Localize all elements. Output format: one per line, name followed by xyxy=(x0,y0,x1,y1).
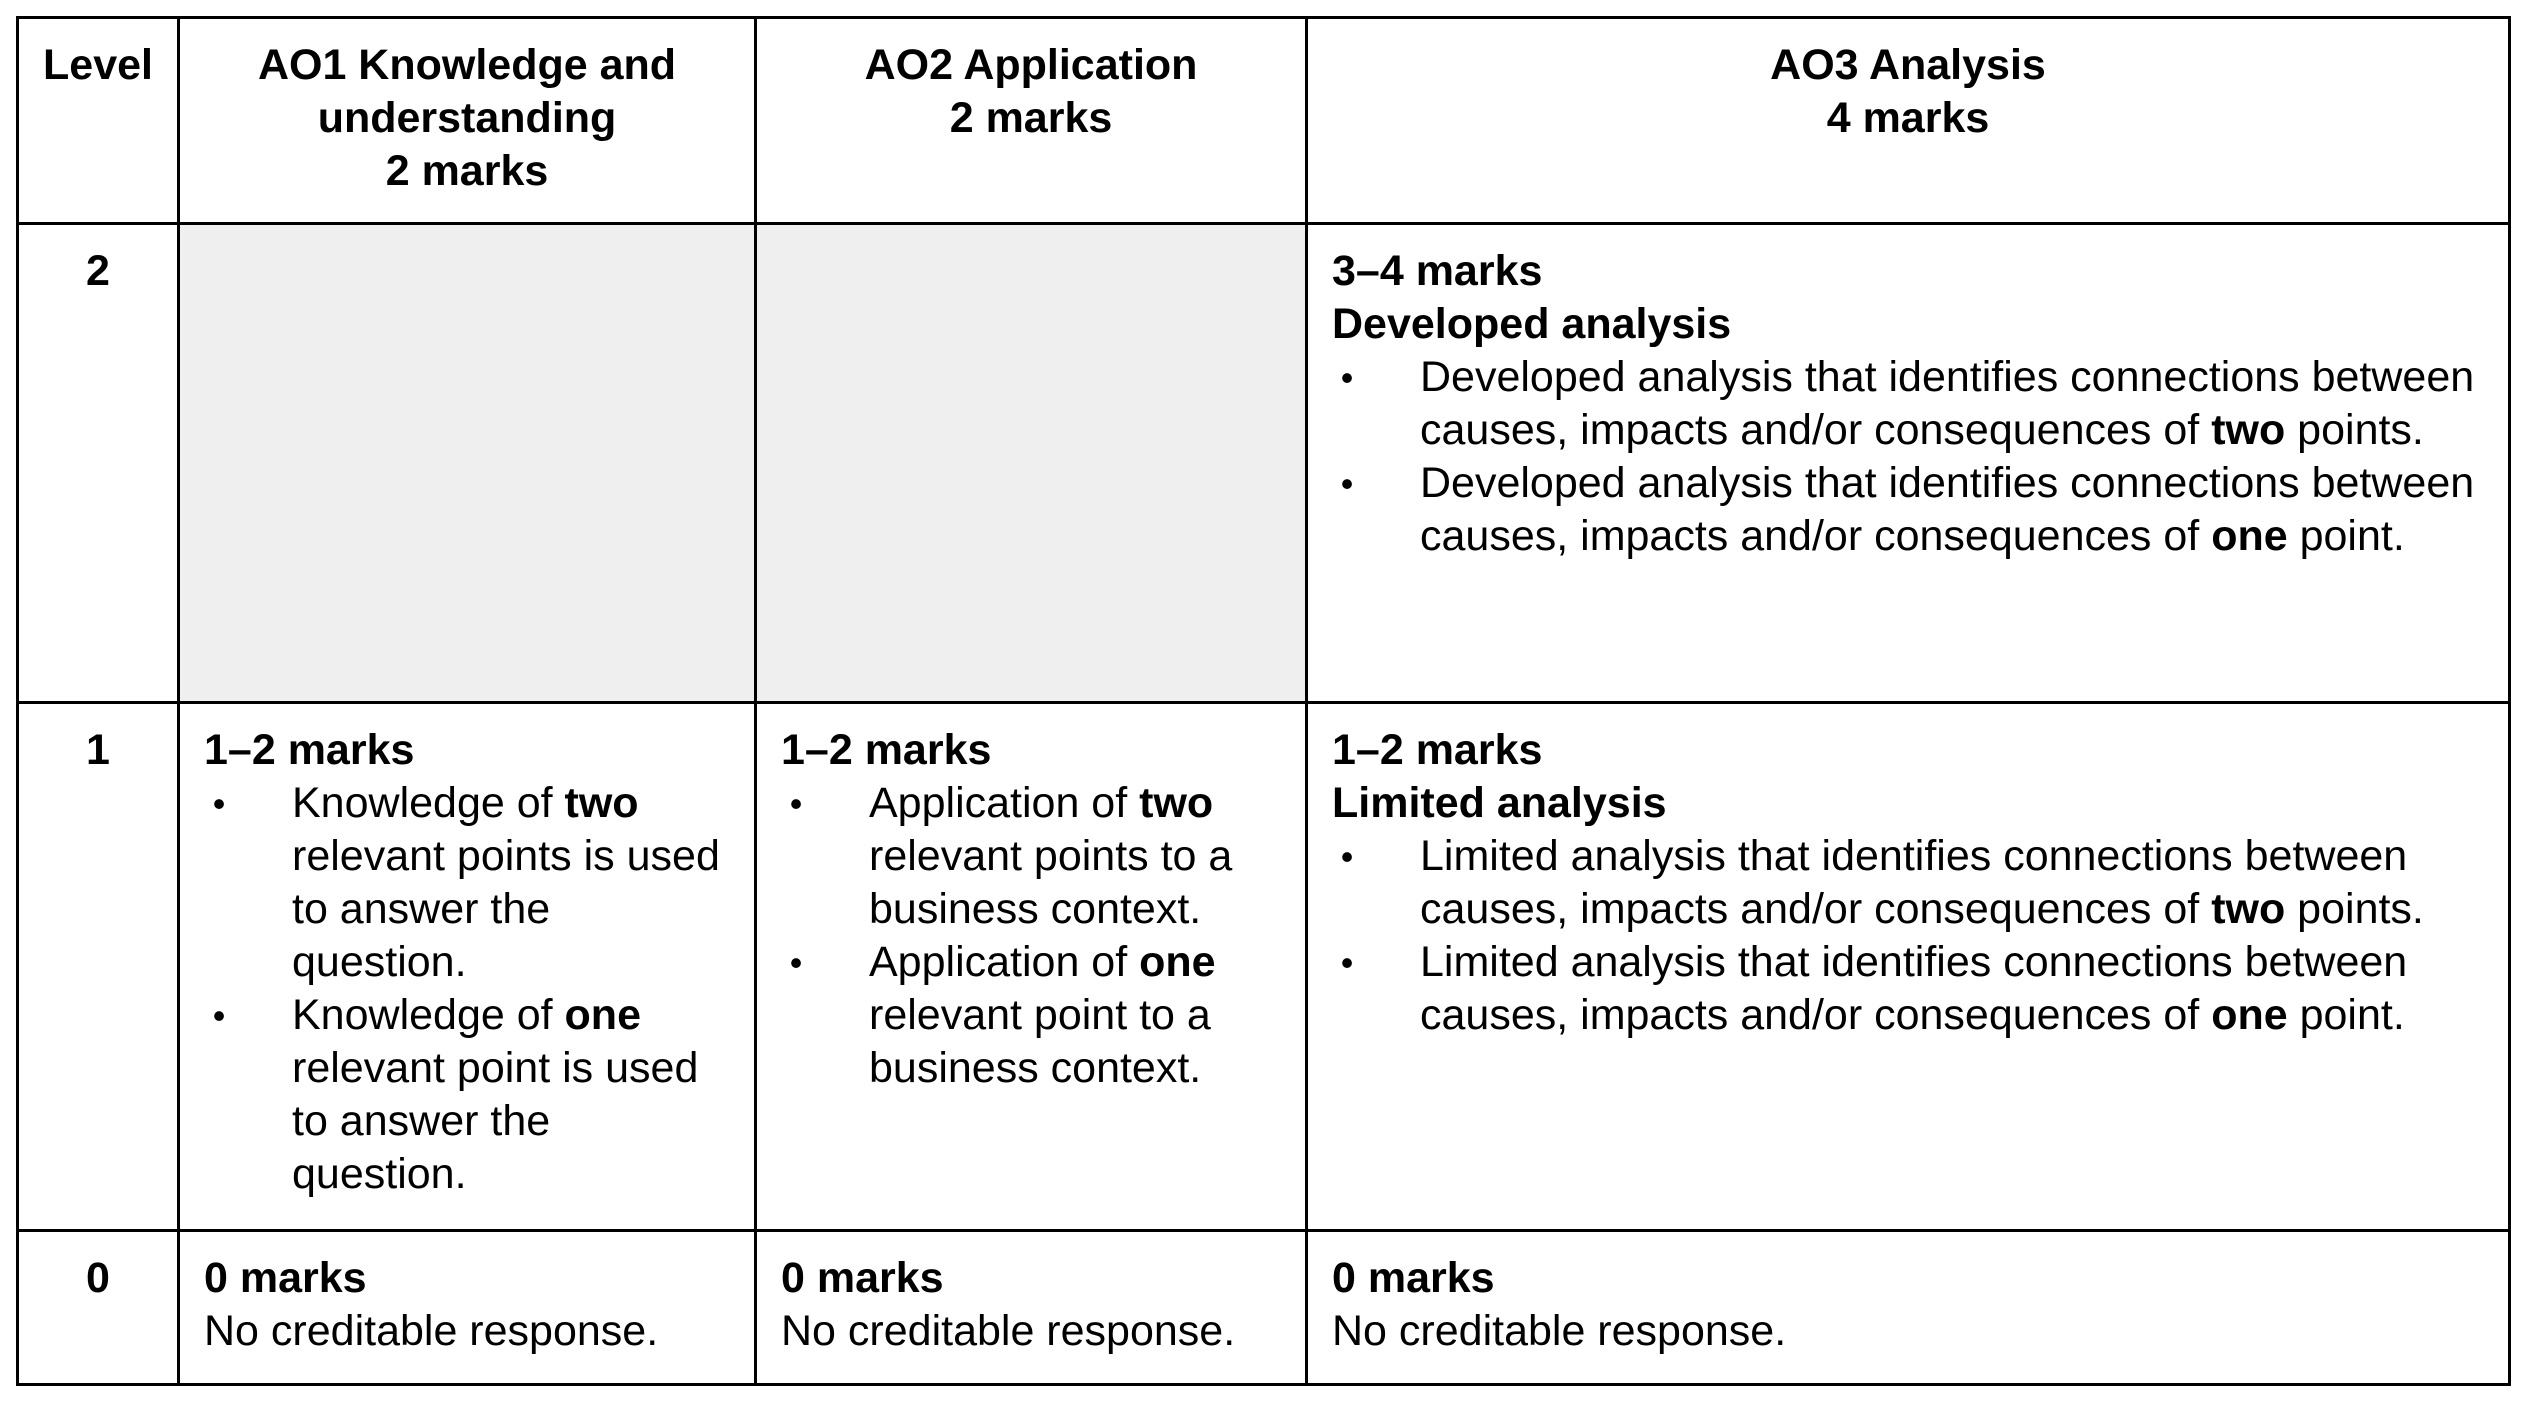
bullet-icon: • xyxy=(212,995,226,1036)
criterion: • Application of two relevant points to a business context. xyxy=(781,777,1283,936)
level-0-ao2-cell xyxy=(756,1231,1307,1385)
level-2-row xyxy=(18,224,2510,703)
bullet-icon: • xyxy=(1340,357,1354,398)
marks-label: 0 marks xyxy=(781,1254,944,1302)
criteria-list xyxy=(1332,351,2486,563)
level-0-row xyxy=(18,1231,2510,1385)
criteria-list xyxy=(1332,830,2486,1042)
mark-scheme xyxy=(16,16,2511,1386)
level-0-ao3-cell xyxy=(1307,1231,2510,1385)
criteria-list xyxy=(781,777,1283,1095)
bullet-icon: • xyxy=(1340,463,1354,504)
band-label: Developed analysis xyxy=(1332,300,1732,348)
descriptor-text: No creditable response. xyxy=(781,1307,1236,1355)
level-1-ao3-cell xyxy=(1307,703,2510,1231)
criteria-list xyxy=(204,777,732,1201)
level-1-ao1-cell xyxy=(179,703,756,1231)
header-ao2: AO2 Application 2 marks xyxy=(756,18,1307,224)
level-1-ao2-cell xyxy=(756,703,1307,1231)
levels-table xyxy=(16,16,2511,1386)
criterion: • Limited analysis that identifies connections between causes, impacts and/or consequences of one point. xyxy=(1332,936,2486,1042)
header-row xyxy=(18,18,2510,224)
level-2-ao2-empty xyxy=(756,224,1307,703)
level-2-ao3-cell xyxy=(1307,224,2510,703)
level-2-ao1-empty xyxy=(179,224,756,703)
criterion: • Developed analysis that identifies connections between causes, impacts and/or consequences of two points. xyxy=(1332,351,2486,457)
bullet-icon: • xyxy=(1340,942,1354,983)
bullet-icon: • xyxy=(789,942,803,983)
descriptor-text: No creditable response. xyxy=(204,1307,659,1355)
bullet-icon: • xyxy=(212,783,226,824)
level-2-number: 2 xyxy=(18,224,179,703)
marks-label: 1–2 marks xyxy=(1332,726,1543,774)
header-ao3: AO3 Analysis 4 marks xyxy=(1307,18,2510,224)
header-ao1: AO1 Knowledge and understanding 2 marks xyxy=(179,18,756,224)
criterion: • Knowledge of one relevant point is used to answer the question. xyxy=(204,989,732,1201)
criterion: • Developed analysis that identifies connections between causes, impacts and/or consequences of one point. xyxy=(1332,457,2486,563)
marks-label: 0 marks xyxy=(204,1254,367,1302)
level-1-row xyxy=(18,703,2510,1231)
bullet-icon: • xyxy=(789,783,803,824)
marks-label: 3–4 marks xyxy=(1332,247,1543,295)
criterion: • Application of one relevant point to a business context. xyxy=(781,936,1283,1095)
criterion: • Knowledge of two relevant points is used to answer the question. xyxy=(204,777,732,989)
marks-label: 1–2 marks xyxy=(781,726,992,774)
header-level: Level xyxy=(18,18,179,224)
descriptor-text: No creditable response. xyxy=(1332,1307,1787,1355)
marks-label: 1–2 marks xyxy=(204,726,415,774)
level-0-ao1-cell xyxy=(179,1231,756,1385)
band-label: Limited analysis xyxy=(1332,779,1667,827)
level-0-number: 0 xyxy=(18,1231,179,1385)
bullet-icon: • xyxy=(1340,836,1354,877)
level-1-number: 1 xyxy=(18,703,179,1231)
criterion: • Limited analysis that identifies connections between causes, impacts and/or consequences of two points. xyxy=(1332,830,2486,936)
marks-label: 0 marks xyxy=(1332,1254,1495,1302)
